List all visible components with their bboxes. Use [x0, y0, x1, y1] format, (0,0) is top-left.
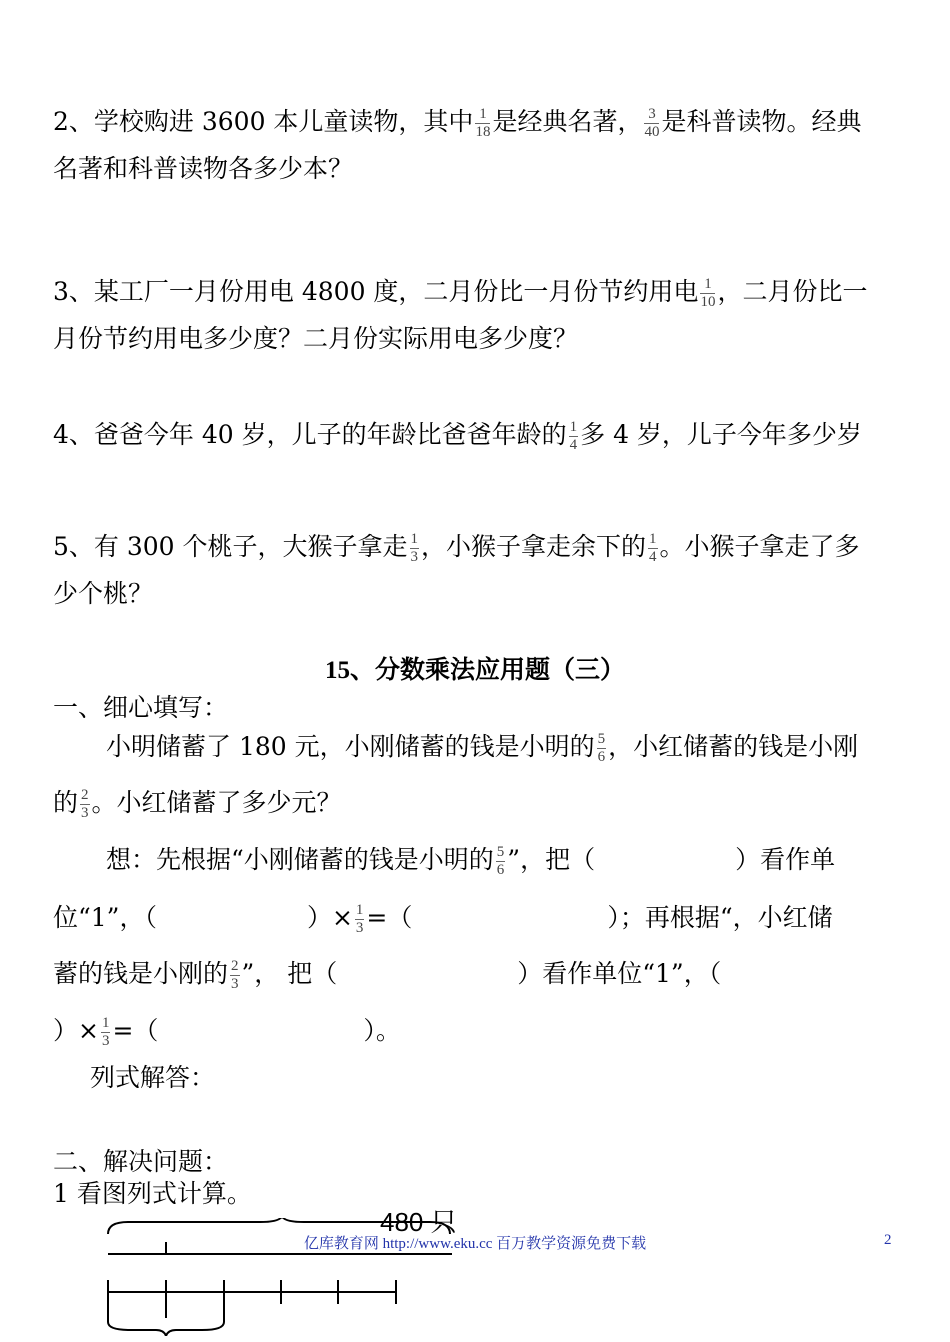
fraction: $\frac{1}{4}$ [649, 531, 657, 565]
fraction: $\frac{5}{6}$ [496, 844, 505, 878]
answer-label: 列式解答： [90, 1063, 216, 1092]
fraction: $\frac{5}{6}$ [597, 731, 606, 765]
section-title: 15、分数乘法应用题（三） [324, 657, 625, 684]
think-line-2: 位“1”，（ ）× $\frac{1}{3}$ =（ ）；再根据“，小红储 [53, 902, 833, 936]
fraction: $\frac{1}{10}$ [700, 276, 716, 310]
diagram-label: 480 只 [380, 1207, 457, 1237]
question-4: 4、爸爸今年 40 岁，儿子的年龄比爸爸年龄的 $\frac{1}{4}$ 多 4 岁，儿子今年多少岁 [53, 419, 862, 453]
problem-line-2: 的 $\frac{2}{3}$ 。小红储蓄了多少元？ [53, 787, 342, 821]
fraction: $\frac{1}{18}$ [475, 106, 491, 140]
think-line-4: ）× $\frac{1}{3}$ =（ ）。 [53, 1015, 401, 1049]
fraction: $\frac{1}{4}$ [569, 419, 578, 453]
fraction: $\frac{1}{3}$ [101, 1015, 110, 1049]
think-line-3: 蓄的钱是小刚的 $\frac{2}{3}$ ”， 把（ ）看作单位“1”，（ [53, 958, 722, 992]
footer-text: 亿库教育网 http://www.eku.cc 百万教学资源免费下载 [303, 1236, 647, 1252]
fraction: $\frac{2}{3}$ [231, 958, 239, 992]
part-1-heading: 一、细心填写： [53, 693, 229, 722]
question-2-line-2: 名著和科普读物各多少本？ [53, 154, 354, 183]
question-3-line-2: 月份节约用电多少度？二月份实际用电多少度？ [53, 324, 579, 353]
think-line-1: 想：先根据“小刚储蓄的钱是小明的 $\frac{5}{6}$ ”，把（ ）看作单 [106, 844, 836, 878]
question-3-line-1: 3、某工厂一月份用电 4800 度，二月份比一月份节约用电 $\frac{1}{10}$ ，二月份比一 [53, 276, 868, 310]
fraction: $\frac{2}{3}$ [81, 787, 89, 821]
fraction: $\frac{3}{40}$ [644, 106, 660, 140]
question-5-line-1: 5、有 300 个桃子，大猴子拿走 $\frac{1}{3}$ ，小猴子拿走余下的 $\frac{1}{4}$ 。小猴子拿走了多 [53, 531, 860, 565]
question-5-line-2: 少个桃？ [53, 579, 154, 608]
page-number: 2 [884, 1232, 892, 1248]
fraction: $\frac{1}{3}$ [355, 902, 364, 936]
problem-line-1: 小明储蓄了 180 元，小刚储蓄的钱是小明的 $\frac{5}{6}$ ，小红储蓄的钱是小刚 [106, 731, 859, 765]
bottom-brace [108, 1322, 224, 1336]
question-2-line-1: 2、学校购进 3600 本儿童读物，其中 $\frac{1}{18}$ 是经典名著， $\frac{3}{40}$ 是科普读物。经典 [53, 106, 862, 140]
part-2-item-1: 1 看图列式计算。 [53, 1179, 252, 1208]
part-2-heading: 二、解决问题： [53, 1147, 229, 1176]
fraction: $\frac{1}{3}$ [410, 531, 419, 565]
